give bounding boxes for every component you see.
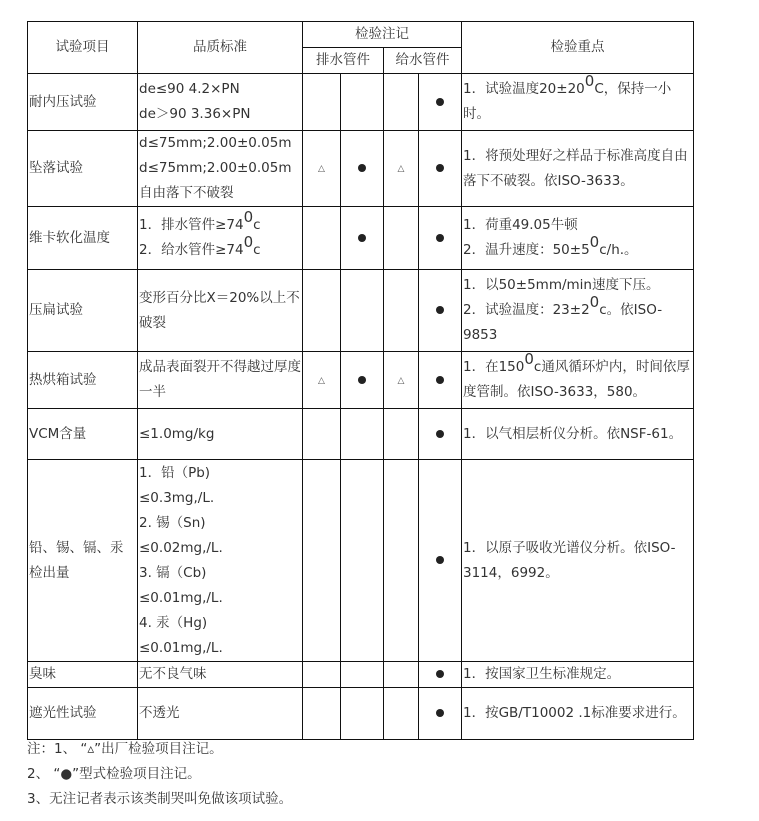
- text-line: [139, 355, 301, 405]
- mark-cell: [419, 131, 462, 207]
- mark-cell: [384, 270, 419, 352]
- text-line: [139, 662, 301, 687]
- mark-cell: [384, 409, 419, 460]
- mark-cell: [341, 207, 384, 270]
- mark-cell: [419, 270, 462, 352]
- mark-cell: [419, 688, 462, 740]
- mark-cell: [303, 352, 341, 409]
- text-segment: 1．以50±5mm/min速度下压。: [463, 277, 660, 293]
- text-line: [463, 213, 692, 238]
- type-test-dot-icon: [436, 430, 444, 438]
- text-line: [463, 350, 692, 405]
- text-line: [463, 233, 692, 263]
- mark-cell: [303, 74, 341, 131]
- table-row: [28, 352, 694, 409]
- text-line: [139, 636, 301, 661]
- table-row: [28, 207, 694, 270]
- mark-cell: [341, 270, 384, 352]
- mark-cell: [303, 207, 341, 270]
- text-segment: 变形百分比X＝20%以上不破裂: [139, 289, 300, 331]
- mark-cell: [341, 352, 384, 409]
- item-name: 耐内压试验: [28, 74, 138, 131]
- superscript: 0: [243, 208, 254, 226]
- table-row: [28, 74, 694, 131]
- text-line: [139, 611, 301, 636]
- factory-test-triangle-icon: △: [318, 375, 325, 386]
- type-test-dot-icon: [436, 670, 444, 678]
- type-test-dot-icon: [436, 306, 444, 314]
- text-line: [139, 286, 301, 336]
- text-segment: 1．铅（Pb): [139, 464, 211, 481]
- text-segment: ≤0.01mg,/L.: [139, 589, 223, 606]
- item-name: 遮光性试验: [28, 688, 138, 740]
- text-segment: c/h.。: [599, 242, 638, 258]
- mark-cell: [341, 460, 384, 662]
- text-segment: 4. 汞（Hg): [139, 614, 208, 631]
- text-segment: 1．荷重49.05牛顿: [463, 217, 578, 233]
- mark-cell: [341, 131, 384, 207]
- table-row: [28, 131, 694, 207]
- text-line: [139, 486, 301, 511]
- factory-test-triangle-icon: △: [397, 375, 405, 386]
- text-segment: 2．试验温度：23±2: [463, 302, 590, 318]
- text-segment: 无不良气味: [139, 666, 207, 682]
- text-segment: d≤75mm;2.00±0.05m: [139, 135, 292, 151]
- focus-cell: [462, 74, 694, 131]
- text-segment: 1．试验温度20±20: [463, 81, 585, 97]
- header-standard: 品质标准: [138, 22, 303, 74]
- type-test-dot-icon: [436, 376, 444, 384]
- text-line: [139, 586, 301, 611]
- mark-cell: [341, 74, 384, 131]
- text-line: [463, 536, 692, 586]
- table-row: [28, 688, 694, 740]
- text-line: [139, 701, 301, 726]
- focus-cell: [462, 131, 694, 207]
- item-name: 压扁试验: [28, 270, 138, 352]
- item-name: 热烘箱试验: [28, 352, 138, 409]
- text-line: [139, 77, 301, 102]
- mark-cell: [384, 207, 419, 270]
- notes: [27, 737, 292, 812]
- mark-cell: [419, 460, 462, 662]
- text-segment: ≤0.3mg,/L.: [139, 489, 215, 506]
- text-line: [139, 102, 301, 127]
- standard-cell: [138, 74, 303, 131]
- text-line: [463, 273, 692, 298]
- mark-cell: [384, 74, 419, 131]
- standard-cell: [138, 688, 303, 740]
- mark-cell: [341, 409, 384, 460]
- text-segment: 1．按GB/T10002 .1标准要求进行。: [463, 705, 686, 721]
- text-line: [139, 181, 301, 206]
- focus-cell: [462, 662, 694, 688]
- text-segment: 自由落下不破裂: [139, 185, 234, 201]
- text-segment: C，保持一小时。: [463, 81, 672, 122]
- note-3: 3、无注记者表示该类制哭叫免做该项试验。: [27, 791, 293, 807]
- type-test-dot-icon: [436, 556, 444, 564]
- type-test-dot-icon: [358, 164, 366, 172]
- text-line: [139, 511, 301, 536]
- superscript: 0: [589, 233, 600, 251]
- text-segment: 1．将预处理好之样品于标准高度自由落下不破裂。依ISO-3633。: [463, 147, 688, 189]
- text-segment: c: [253, 242, 261, 258]
- table-row: [28, 460, 694, 662]
- superscript: 0: [243, 233, 254, 251]
- item-name: 铅、锡、镉、汞检出量: [28, 460, 138, 662]
- text-segment: c通风循环炉内，时间依厚度管制。依ISO-3633，580。: [463, 359, 690, 400]
- standard-cell: [138, 662, 303, 688]
- mark-cell: [419, 352, 462, 409]
- item-name: 坠落试验: [28, 131, 138, 207]
- inspection-table: [27, 21, 694, 740]
- superscript: 0: [589, 293, 600, 311]
- type-test-dot-icon: [358, 234, 366, 242]
- text-segment: 2．温升速度：50±5: [463, 242, 590, 258]
- factory-test-triangle-icon: △: [318, 164, 325, 174]
- standard-cell: [138, 409, 303, 460]
- superscript: 0: [584, 72, 595, 90]
- mark-cell: [341, 688, 384, 740]
- text-line: [139, 536, 301, 561]
- text-segment: 2．给水管件≥74: [139, 242, 244, 258]
- mark-cell: [384, 688, 419, 740]
- factory-test-triangle-icon: △: [397, 164, 405, 174]
- table-row: [28, 662, 694, 688]
- mark-cell: [384, 131, 419, 207]
- text-line: [139, 208, 301, 238]
- text-segment: ≤1.0mg/kg: [139, 425, 215, 442]
- text-line: [463, 72, 692, 127]
- standard-cell: [138, 131, 303, 207]
- note-2: 2、 “●”型式检验项目注记。: [27, 766, 201, 782]
- type-test-dot-icon: [358, 376, 366, 384]
- mark-cell: [303, 460, 341, 662]
- focus-cell: [462, 460, 694, 662]
- superscript: 0: [524, 350, 534, 368]
- header-marks-group: 检验注记: [303, 22, 462, 48]
- text-line: [139, 156, 301, 181]
- mark-cell: [303, 409, 341, 460]
- mark-cell: [419, 409, 462, 460]
- text-segment: 1．以气相层析仪分析。依NSF-61。: [463, 425, 683, 442]
- header-focus: 检验重点: [462, 22, 694, 74]
- standard-cell: [138, 207, 303, 270]
- mark-cell: [419, 662, 462, 688]
- text-line: [139, 233, 301, 263]
- text-segment: d≤75mm;2.00±0.05m: [139, 160, 292, 176]
- text-line: [463, 662, 692, 687]
- text-line: [463, 701, 692, 726]
- header-supply: 给水管件: [384, 48, 462, 74]
- text-segment: 成品表面裂开不得越过厚度一半: [139, 359, 301, 400]
- mark-cell: [419, 74, 462, 131]
- text-line: [139, 461, 301, 486]
- mark-cell: [384, 352, 419, 409]
- standard-cell: [138, 460, 303, 662]
- type-test-dot-icon: [436, 164, 444, 172]
- mark-cell: [303, 688, 341, 740]
- text-segment: ≤0.02mg,/L.: [139, 539, 223, 556]
- text-line: [139, 422, 301, 447]
- mark-cell: [303, 662, 341, 688]
- text-segment: c: [253, 217, 261, 233]
- note-1: 注：1、 “▵”出厂检验项目注记。: [27, 741, 223, 757]
- mark-cell: [341, 662, 384, 688]
- text-segment: 3. 镉（Cb): [139, 564, 207, 581]
- standard-cell: [138, 270, 303, 352]
- header-drain: 排水管件: [303, 48, 384, 74]
- focus-cell: [462, 688, 694, 740]
- text-segment: 1．按国家卫生标准规定。: [463, 666, 621, 682]
- text-segment: 2. 锡（Sn): [139, 514, 206, 531]
- text-segment: 1．以原子吸收光谱仪分析。依ISO-3114，6992。: [463, 539, 676, 581]
- item-name: 维卡软化温度: [28, 207, 138, 270]
- type-test-dot-icon: [436, 234, 444, 242]
- focus-cell: [462, 352, 694, 409]
- text-line: [463, 422, 692, 447]
- header-item: 试验项目: [28, 22, 138, 74]
- item-name: 臭味: [28, 662, 138, 688]
- text-line: [139, 131, 301, 156]
- table-row: [28, 409, 694, 460]
- item-name: VCM含量: [28, 409, 138, 460]
- mark-cell: [384, 460, 419, 662]
- text-line: [139, 561, 301, 586]
- mark-cell: [303, 270, 341, 352]
- standard-cell: [138, 352, 303, 409]
- text-line: [463, 293, 692, 348]
- text-segment: 不透光: [139, 705, 180, 721]
- focus-cell: [462, 207, 694, 270]
- type-test-dot-icon: [436, 98, 444, 106]
- text-line: [463, 144, 692, 194]
- text-segment: 1．排水管件≥74: [139, 217, 244, 233]
- mark-cell: [303, 131, 341, 207]
- mark-cell: [384, 662, 419, 688]
- focus-cell: [462, 270, 694, 352]
- text-segment: de＞90 3.36×PN: [139, 106, 251, 122]
- focus-cell: [462, 409, 694, 460]
- text-segment: de≤90 4.2×PN: [139, 81, 240, 97]
- table-row: [28, 270, 694, 352]
- mark-cell: [419, 207, 462, 270]
- text-segment: ≤0.01mg,/L.: [139, 639, 223, 656]
- type-test-dot-icon: [436, 709, 444, 717]
- text-segment: c。依ISO-9853: [463, 302, 663, 343]
- text-segment: 1．在150: [463, 359, 525, 375]
